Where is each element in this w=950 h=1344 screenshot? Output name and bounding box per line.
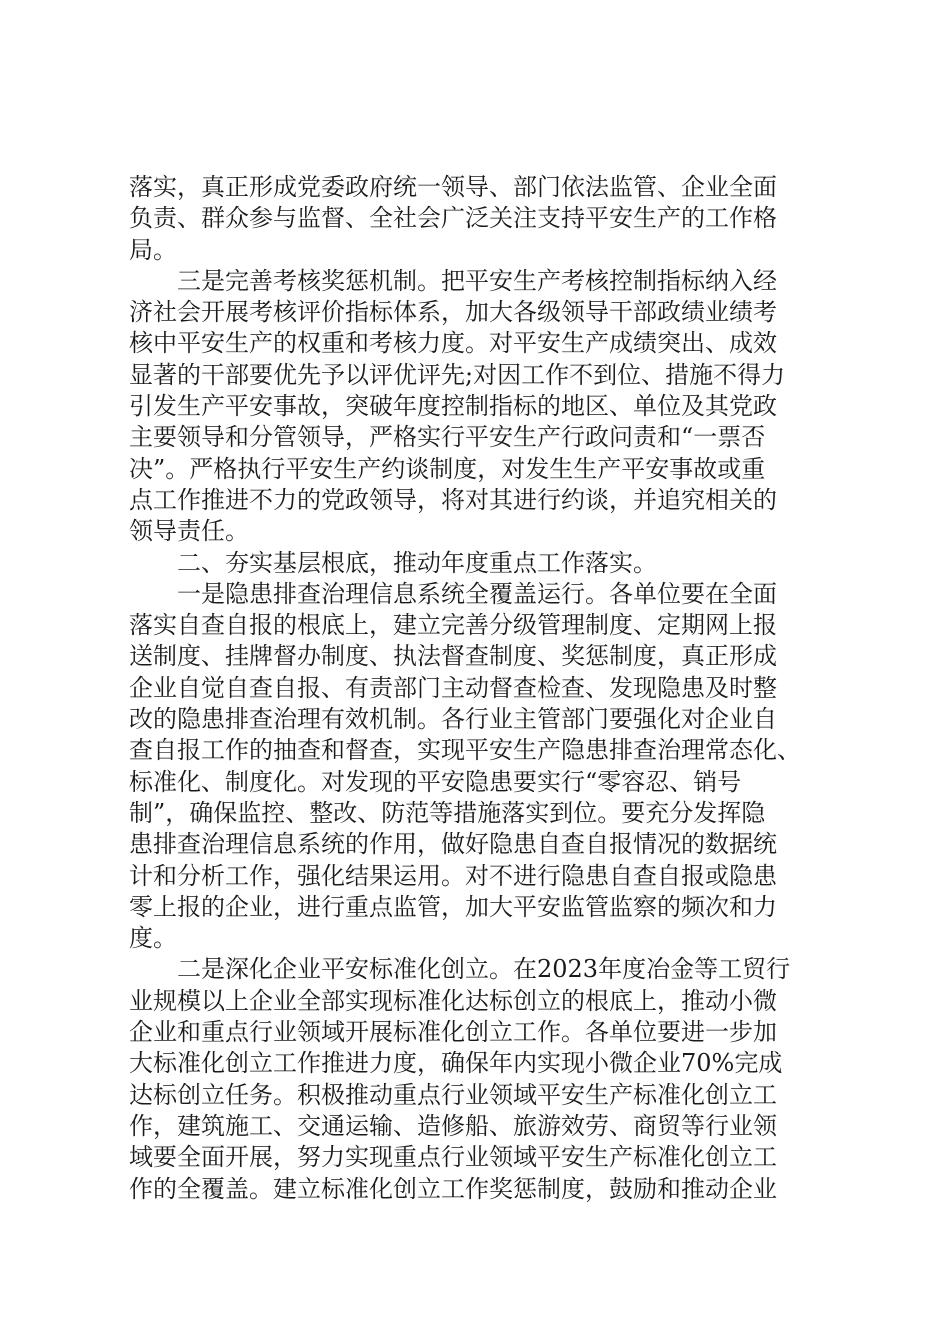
text-line: 企业和重点行业领域开展标准化创立工作。各单位要进一步加: [129, 1018, 777, 1047]
text-line: 度。: [129, 924, 177, 953]
text-line: 核中平安生产的权重和考核力度。对平安生产成绩突出、成效: [129, 329, 777, 358]
text-line: 业规模以上企业全部实现标准化达标创立的根底上，推动小微: [129, 986, 777, 1015]
text-line: 作，建筑施工、交通运输、造修船、旅游效劳、商贸等行业领: [129, 1111, 777, 1140]
text-line: 二、夯实基层根底，推动年度重点工作落实。: [177, 548, 657, 577]
text-line: 作的全覆盖。建立标准化创立工作奖惩制度，鼓励和推动企业: [129, 1174, 777, 1203]
text-line: 济社会开展考核评价指标体系，加大各级领导干部政绩业绩考: [129, 298, 777, 327]
text-line: 引发生产平安事故，突破年度控制指标的地区、单位及其党政: [129, 392, 777, 421]
text-line: 一是隐患排查治理信息系统全覆盖运行。各单位要在全面: [177, 579, 777, 608]
text-line: 查自报工作的抽查和督查，实现平安生产隐患排查治理常态化、: [129, 736, 801, 765]
text-line: 大标准化创立工作推进力度，确保年内实现小微企业70%完成: [129, 1049, 783, 1078]
text-line: 落实自查自报的根底上，建立完善分级管理制度、定期网上报: [129, 611, 777, 640]
text-line: 企业自觉自查自报、有责部门主动督查检查、发现隐患及时整: [129, 673, 777, 702]
text-line: 点工作推进不力的党政领导，将对其进行约谈，并追究相关的: [129, 485, 777, 514]
text-line: 三是完善考核奖惩机制。把平安生产考核控制指标纳入经: [177, 266, 777, 295]
text-line: 主要领导和分管领导，严格实行平安生产行政问责和“一票否: [129, 423, 766, 452]
text-line: 决”。严格执行平安生产约谈制度，对发生生产平安事故或重: [129, 454, 766, 483]
text-line: 达标创立任务。积极推动重点行业领域平安生产标准化创立工: [129, 1080, 777, 1109]
text-line: 显著的干部要优先予以评优评先;对因工作不到位、措施不得力: [129, 360, 786, 389]
text-line: 送制度、挂牌督办制度、执法督查制度、奖惩制度，真正形成: [129, 642, 777, 671]
text-line: 落实，真正形成党委政府统一领导、部门依法监管、企业全面: [129, 173, 777, 201]
text-line: 负责、群众参与监督、全社会广泛关注支持平安生产的工作格: [129, 204, 777, 233]
text-line: 零上报的企业，进行重点监管，加大平安监管监察的频次和力: [129, 892, 777, 921]
text-line: 患排查治理信息系统的作用，做好隐患自查自报情况的数据统: [129, 830, 777, 859]
text-line: 计和分析工作，强化结果运用。对不进行隐患自查自报或隐患: [129, 861, 777, 890]
document-body: [129, 172, 829, 1205]
text-line: 域要全面开展，努力实现重点行业领域平安生产标准化创立工: [129, 1143, 777, 1172]
text-line: 二是深化企业平安标准化创立。在2023年度冶金等工贸行: [177, 955, 791, 984]
text-line: 制”，确保监控、整改、防范等措施落实到位。要充分发挥隐: [129, 798, 766, 827]
text-line: 改的隐患排查治理有效机制。各行业主管部门要强化对企业自: [129, 705, 777, 734]
text-line: 标准化、制度化。对发现的平安隐患要实行“零容忍、销号: [129, 767, 742, 796]
text-line: 领导责任。: [129, 517, 249, 546]
text-line: 局。: [129, 235, 177, 264]
